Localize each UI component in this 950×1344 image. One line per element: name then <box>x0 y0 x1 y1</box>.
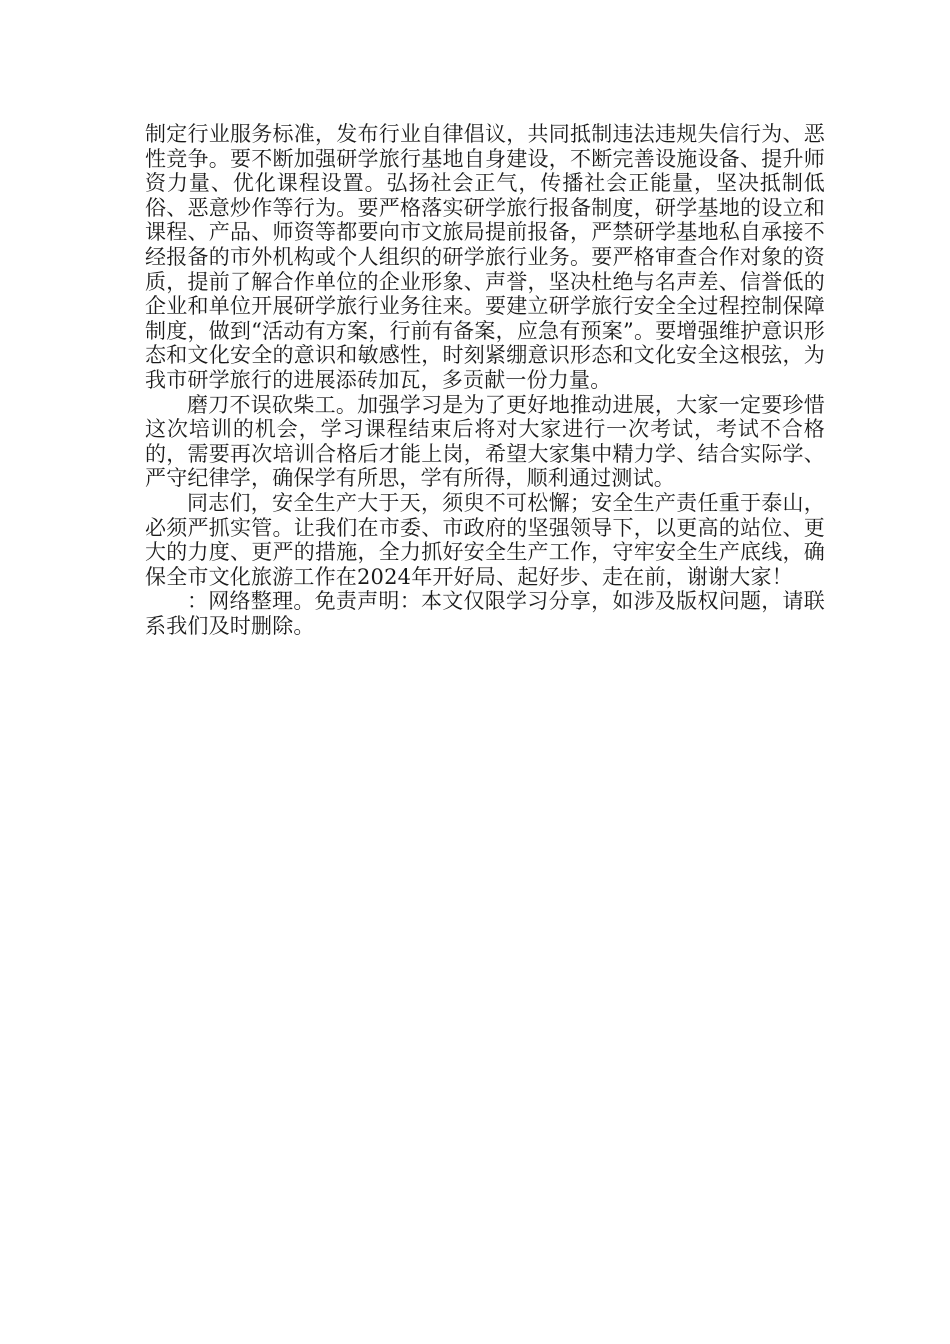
document-body <box>145 122 825 638</box>
disclaimer-note: ：网络整理。免责声明：本文仅限学习分享，如涉及版权问题，请联系我们及时删除。 <box>145 589 825 638</box>
paragraph-3: 同志们，安全生产大于天，须臾不可松懈；安全生产责任重于泰山，必须严抓实管。让我们在市委、市政府的坚强领导下，以更高的站位、更大的力度、更严的措施，全力抓好安全生产工作，守牢安全生产底线，确保全市文化旅游工作在2024年开好局、起好步、走在前，谢谢大家！ <box>145 490 825 589</box>
paragraph-2: 磨刀不误砍柴工。加强学习是为了更好地推动进展，大家一定要珍惜这次培训的机会，学习课程结束后将对大家进行一次考试，考试不合格的，需要再次培训合格后才能上岗，希望大家集中精力学、结合实际学、严守纪律学，确保学有所思，学有所得，顺利通过测试。 <box>145 392 825 491</box>
paragraph-1: 制定行业服务标准，发布行业自律倡议，共同抵制违法违规失信行为、恶性竞争。要不断加强研学旅行基地自身建设，不断完善设施设备、提升师资力量、优化课程设置。弘扬社会正气，传播社会正能量，坚决抵制低俗、恶意炒作等行为。要严格落实研学旅行报备制度，研学基地的设立和课程、产品、师资等都要向市文旅局提前报备，严禁研学基地私自承接不经报备的市外机构或个人组织的研学旅行业务。要严格审查合作对象的资质，提前了解合作单位的企业形象、声誉，坚决杜绝与名声差、信誉低的企业和单位开展研学旅行业务往来。要建立研学旅行安全全过程控制保障制度，做到“活动有方案，行前有备案，应急有预案”。要增强维护意识形态和文化安全的意识和敏感性，时刻紧绷意识形态和文化安全这根弦，为我市研学旅行的进展添砖加瓦，多贡献一份力量。 <box>145 122 825 392</box>
